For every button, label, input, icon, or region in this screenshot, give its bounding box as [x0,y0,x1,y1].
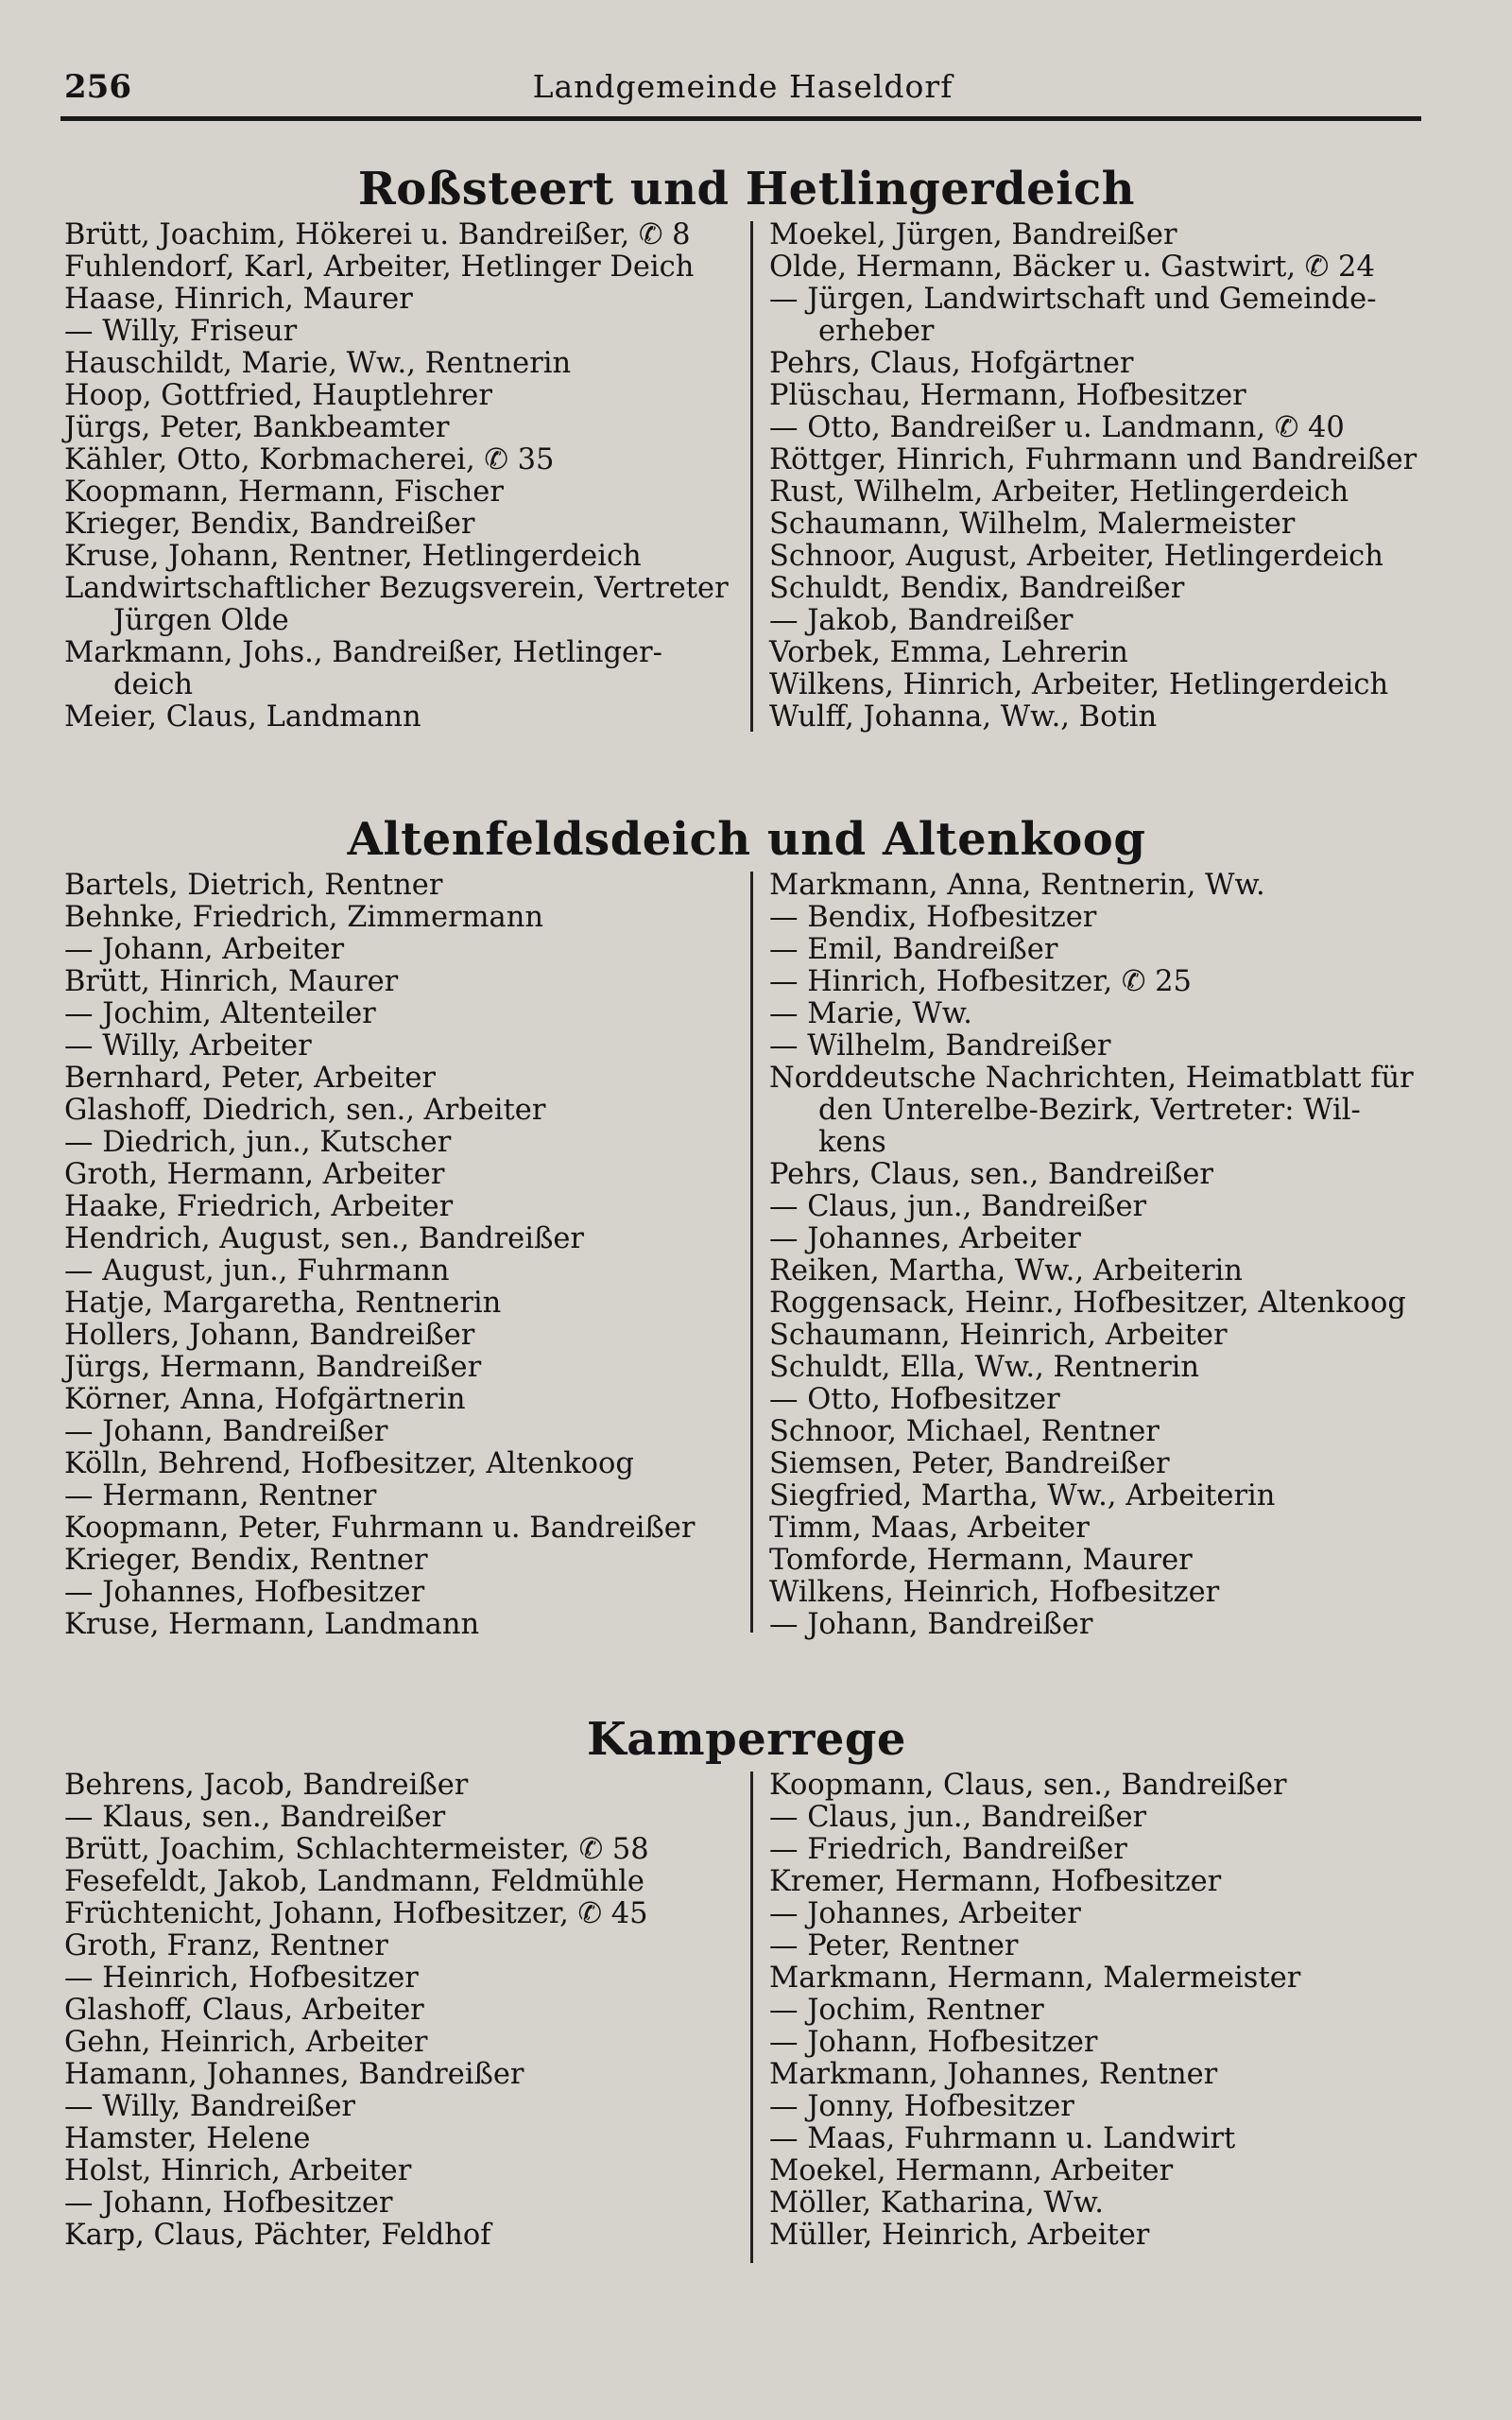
entry-text: Körner, Anna, Hofgärtnerin [64,1383,466,1416]
directory-entry [64,476,741,509]
directory-entry [64,1930,741,1962]
directory-entry [769,284,1459,348]
entry-text: — Marie, Ww. [769,997,972,1030]
directory-entry [769,2123,1459,2155]
entry-text: Schnoor, Michael, Rentner [769,1415,1160,1448]
directory-entry [769,2091,1459,2123]
entry-text: Markmann, Hermann, Malermeister [769,1962,1301,1995]
two-column-list [62,870,1431,1645]
entry-text: Hauschildt, Marie, Ww., Rentnerin [64,347,572,380]
entry-text: — Klaus, sen., Bandreißer [64,1801,446,1834]
directory-entry [64,1063,741,1095]
entry-text: — Otto, Bandreißer u. Landmann, ✆ 40 [769,411,1345,444]
directory-entry [769,412,1459,444]
directory-entry [64,219,741,251]
entry-text: — Jürgen, Landwirtschaft und Gemeinde- [769,283,1377,316]
directory-entry [769,1030,1459,1063]
entry-text: — Claus, jun., Bandreißer [769,1801,1147,1834]
entry-text: — Emil, Bandreißer [769,933,1058,966]
entry-text: Koopmann, Claus, sen., Bandreißer [769,1769,1287,1802]
directory-entry [64,1127,741,1159]
directory-entry [769,2187,1459,2220]
directory-entry [769,1866,1459,1898]
directory-entry [64,870,741,902]
directory-entry [769,1352,1459,1384]
directory-entry [769,1127,1459,1159]
entry-text: Krieger, Bendix, Bandreißer [64,508,475,541]
entry-text: — Johann, Hofbesitzer [64,2187,393,2220]
entry-text: Olde, Hermann, Bäcker u. Gastwirt, ✆ 24 [769,251,1375,284]
entry-continuation: den Unterelbe-Bezirk, Vertreter: Wil- [818,1094,1361,1127]
entry-text: Hatje, Margaretha, Rentnerin [64,1287,502,1320]
entry-text: Tomforde, Hermann, Maurer [769,1544,1193,1577]
entry-text: Kruse, Johann, Rentner, Hetlingerdeich [64,540,642,573]
directory-entry [769,1480,1459,1512]
directory-entry [64,1095,741,1127]
entry-text: Früchtenicht, Johann, Hofbesitzer, ✆ 45 [64,1897,648,1930]
directory-entry [64,541,741,573]
entry-text: — Willy, Arbeiter [64,1029,312,1063]
entry-text: Timm, Maas, Arbeiter [769,1512,1090,1545]
directory-entry [64,701,741,734]
entry-text: Norddeutsche Nachrichten, Heimatblatt für [769,1062,1414,1095]
directory-entry [64,1995,741,2027]
entry-text: Groth, Franz, Rentner [64,1929,388,1962]
section-kamperrege [62,1713,1431,2280]
entry-text: — Diedrich, jun., Kutscher [64,1126,452,1159]
entry-text: Roggensack, Heinr., Hofbesitzer, Altenkoog [769,1287,1406,1320]
left-column [64,870,741,1641]
directory-entry [64,348,741,380]
entry-text: — Johannes, Arbeiter [769,1897,1081,1930]
entry-text: — Wilhelm, Bandreißer [769,1029,1111,1063]
entry-text: Wulff, Johanna, Ww., Botin [769,700,1158,734]
directory-entry [769,902,1459,934]
entry-text: Jürgs, Peter, Bankbeamter [64,411,450,444]
entry-text: Holst, Hinrich, Arbeiter [64,2154,412,2187]
entry-text: Kruse, Hermann, Landmann [64,1608,480,1641]
entry-text: Moekel, Hermann, Arbeiter [769,2154,1174,2187]
section-altenfeldsdeich [62,813,1431,1645]
entry-text: Schaumann, Heinrich, Arbeiter [769,1319,1228,1352]
entry-text: — August, jun., Fuhrmann [64,1254,450,1288]
directory-entry [769,476,1459,509]
entry-text: Markmann, Johannes, Rentner [769,2058,1218,2091]
two-column-list [62,219,1431,737]
entry-text: Hoop, Gottfried, Hauptlehrer [64,379,492,412]
section-heading: Altenfeldsdeich und Altenkoog [347,813,1146,866]
column-divider [750,1772,753,2263]
directory-entry [769,1448,1459,1480]
directory-entry [769,573,1459,605]
entry-text: Brütt, Hinrich, Maurer [64,965,399,998]
directory-entry [64,573,741,637]
directory-entry [769,2220,1459,2252]
entry-text: — Johann, Arbeiter [64,933,345,966]
directory-entry [64,380,741,412]
entry-text: Röttger, Hinrich, Fuhrmann und Bandreißer [769,443,1418,476]
directory-entry [769,966,1459,998]
right-column [769,1770,1459,2252]
entry-text: Wilkens, Hinrich, Arbeiter, Hetlingerdeich [769,668,1389,701]
entry-text: — Jochim, Altenteiler [64,997,376,1030]
directory-entry [64,966,741,998]
entry-text: Jürgs, Hermann, Bandreißer [64,1351,482,1384]
entry-text: Behrens, Jacob, Bandreißer [64,1769,469,1802]
page-title: Landgemeinde Haseldorf [532,68,954,105]
directory-entry [64,2027,741,2059]
entry-text: Landwirtschaftlicher Bezugsverein, Vertreter [64,572,729,605]
column-divider [750,872,753,1633]
directory-entry [769,1962,1459,1995]
entry-text: kens [818,1126,886,1159]
entry-text: Koopmann, Peter, Fuhrmann u. Bandreißer [64,1512,696,1545]
directory-entry [64,1866,741,1898]
column-divider [750,221,753,732]
directory-entry [769,1545,1459,1577]
entry-text: Vorbek, Emma, Lehrerin [769,636,1128,669]
entry-text: Karp, Claus, Pächter, Feldhof [64,2219,491,2252]
directory-entry [64,2187,741,2220]
directory-entry [769,1577,1459,1609]
entry-continuation: Jürgen Olde [113,604,289,637]
right-column [769,219,1459,734]
entry-text: Kähler, Otto, Korbmacherei, ✆ 35 [64,443,555,476]
directory-entry [769,1288,1459,1320]
directory-entry [64,2059,741,2091]
entry-text: Pehrs, Claus, sen., Bandreißer [769,1158,1214,1191]
directory-entry [769,1191,1459,1223]
header-rule [60,116,1421,121]
entry-text: — Willy, Bandreißer [64,2090,355,2123]
directory-entry [769,380,1459,412]
entry-text: — Claus, jun., Bandreißer [769,1190,1147,1223]
entry-text: Koopmann, Hermann, Fischer [64,475,504,509]
entry-text: Pehrs, Claus, Hofgärtner [769,347,1134,380]
directory-entry [769,998,1459,1030]
entry-continuation: erheber [818,315,935,348]
directory-entry [769,2059,1459,2091]
directory-entry [769,1223,1459,1255]
entry-text: — Willy, Friseur [64,315,298,348]
entry-text: — Jakob, Bandreißer [769,604,1074,637]
directory-entry [64,284,741,316]
directory-entry [769,637,1459,669]
directory-entry [769,444,1459,476]
entry-text: — Hermann, Rentner [64,1479,377,1512]
directory-entry [64,902,741,934]
directory-entry [64,1255,741,1288]
entry-text: — Jonny, Hofbesitzer [769,2090,1074,2123]
directory-entry [769,509,1459,541]
directory-entry [64,934,741,966]
entry-text: — Maas, Fuhrmann u. Landwirt [769,2122,1236,2155]
entry-text: — Peter, Rentner [769,1929,1019,1962]
entry-text: Bartels, Dietrich, Rentner [64,869,443,902]
directory-entry [64,1609,741,1641]
directory-entry [64,412,741,444]
left-column [64,1770,741,2252]
directory-entry [769,1159,1459,1191]
entry-text: Siegfried, Martha, Ww., Arbeiterin [769,1479,1276,1512]
entry-continuation: deich [113,668,194,701]
entry-text: Rust, Wilhelm, Arbeiter, Hetlingerdeich [769,475,1349,509]
two-column-list [62,1770,1431,2280]
directory-entry [769,541,1459,573]
directory-entry [769,251,1459,284]
entry-text: Plüschau, Hermann, Hofbesitzer [769,379,1246,412]
entry-text: Hamann, Johannes, Bandreißer [64,2058,524,2091]
entry-text: Fesefeldt, Jakob, Landmann, Feldmühle [64,1865,644,1898]
entry-text: Behnke, Friedrich, Zimmermann [64,901,544,934]
entry-text: — Heinrich, Hofbesitzer [64,1962,419,1995]
entry-text: Kölln, Behrend, Hofbesitzer, Altenkoog [64,1447,634,1480]
entry-text: Brütt, Joachim, Schlachtermeister, ✆ 58 [64,1833,649,1866]
directory-entry [769,1834,1459,1866]
directory-entry [64,2155,741,2187]
entry-text: — Friedrich, Bandreißer [769,1833,1127,1866]
entry-text: Groth, Hermann, Arbeiter [64,1158,445,1191]
entry-text: — Johann, Bandreißer [64,1415,388,1448]
section-rosssteert [62,163,1431,737]
directory-entry [64,2091,741,2123]
entry-text: Hendrich, August, sen., Bandreißer [64,1222,584,1255]
directory-entry [769,2027,1459,2059]
directory-entry [64,2123,741,2155]
directory-entry [64,1512,741,1545]
directory-entry [769,348,1459,380]
directory-entry [64,444,741,476]
directory-entry [769,1995,1459,2027]
entry-text: Schuldt, Ella, Ww., Rentnerin [769,1351,1200,1384]
entry-text: — Johann, Bandreißer [769,1608,1093,1641]
entry-text: Haake, Friedrich, Arbeiter [64,1190,454,1223]
entry-text: Hollers, Johann, Bandreißer [64,1319,475,1352]
directory-entry [769,1255,1459,1288]
directory-entry [64,1416,741,1448]
directory-entry [769,219,1459,251]
right-column [769,870,1459,1641]
directory-entry [64,1448,741,1480]
section-heading: Roßsteert und Hetlingerdeich [357,163,1136,216]
directory-entry [64,1191,741,1223]
directory-entry [769,1609,1459,1641]
entry-text: Siemsen, Peter, Bandreißer [769,1447,1170,1480]
entry-text: Schaumann, Wilhelm, Malermeister [769,508,1296,541]
directory-entry [769,1770,1459,1802]
directory-entry [769,669,1459,701]
directory-entry [64,1223,741,1255]
directory-entry [64,1834,741,1866]
entry-text: Markmann, Johs., Bandreißer, Hetlinger- [64,636,662,669]
directory-entry [769,1898,1459,1930]
section-heading: Kamperrege [587,1713,906,1766]
directory-entry [64,1480,741,1512]
directory-entry [769,1930,1459,1962]
directory-entry [769,870,1459,902]
entry-text: Glashoff, Diedrich, sen., Arbeiter [64,1094,546,1127]
directory-entry [64,1962,741,1995]
directory-entry [64,1352,741,1384]
directory-entry [769,1416,1459,1448]
entry-text: Brütt, Joachim, Hökerei u. Bandreißer, ✆ 8 [64,218,691,251]
entry-text: — Johann, Hofbesitzer [769,2026,1098,2059]
directory-entry [769,1320,1459,1352]
entry-text: Reiken, Martha, Ww., Arbeiterin [769,1254,1243,1288]
entry-text: Gehn, Heinrich, Arbeiter [64,2026,428,2059]
directory-entry [769,605,1459,637]
directory-entry [64,316,741,348]
entry-text: — Hinrich, Hofbesitzer, ✆ 25 [769,965,1192,998]
page-header [64,68,1421,115]
page-number: 256 [64,68,131,106]
entry-text: Bernhard, Peter, Arbeiter [64,1062,436,1095]
directory-entry [64,1545,741,1577]
directory-entry [64,509,741,541]
entry-text: — Johannes, Arbeiter [769,1222,1081,1255]
directory-entry [64,1770,741,1802]
directory-entry [769,1802,1459,1834]
directory-entry [64,251,741,284]
entry-text: — Johannes, Hofbesitzer [64,1576,425,1609]
entry-text: — Otto, Hofbesitzer [769,1383,1060,1416]
directory-entry [769,1063,1459,1127]
directory-entry [769,2155,1459,2187]
left-column [64,219,741,734]
directory-entry [769,1384,1459,1416]
entry-text: Fuhlendorf, Karl, Arbeiter, Hetlinger Deich [64,251,695,284]
entry-text: — Jochim, Rentner [769,1994,1044,2027]
directory-entry [769,1512,1459,1545]
entry-text: Wilkens, Heinrich, Hofbesitzer [769,1576,1220,1609]
entry-text: Glashoff, Claus, Arbeiter [64,1994,424,2027]
entry-text: — Bendix, Hofbesitzer [769,901,1097,934]
entry-text: Hamster, Helene [64,2122,311,2155]
directory-entry [64,1288,741,1320]
entry-text: Schuldt, Bendix, Bandreißer [769,572,1185,605]
directory-entry [64,1898,741,1930]
directory-entry [64,2220,741,2252]
directory-entry [64,1030,741,1063]
entry-text: Möller, Katharina, Ww. [769,2187,1104,2220]
entry-text: Meier, Claus, Landmann [64,700,421,734]
directory-entry [769,701,1459,734]
entry-text: Müller, Heinrich, Arbeiter [769,2219,1150,2252]
entry-text: Moekel, Jürgen, Bandreißer [769,218,1177,251]
directory-entry [64,1159,741,1191]
directory-entry [64,1320,741,1352]
directory-entry [64,1577,741,1609]
entry-text: Schnoor, August, Arbeiter, Hetlingerdeich [769,540,1383,573]
directory-entry [64,1384,741,1416]
directory-entry [64,637,741,701]
entry-text: Kremer, Hermann, Hofbesitzer [769,1865,1222,1898]
directory-entry [769,934,1459,966]
entry-text: Haase, Hinrich, Maurer [64,283,413,316]
entry-text: Markmann, Anna, Rentnerin, Ww. [769,869,1265,902]
entry-text: Krieger, Bendix, Rentner [64,1544,428,1577]
directory-entry [64,998,741,1030]
directory-entry [64,1802,741,1834]
